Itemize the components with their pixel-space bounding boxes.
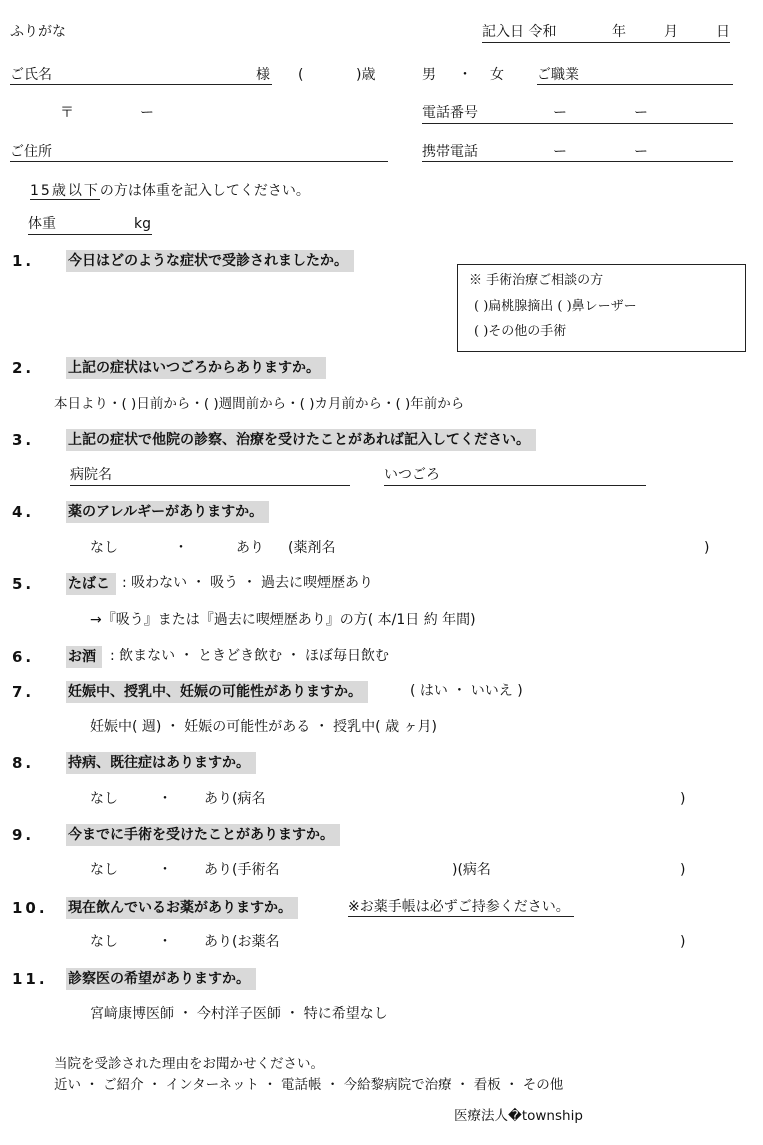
q8-nashi[interactable]: なし xyxy=(90,791,118,807)
q8-disease[interactable]: あり(病名 xyxy=(204,791,266,807)
q2-text: 上記の症状はいつごろからありますか。 xyxy=(66,357,326,379)
weight-label: 体重 xyxy=(28,216,56,232)
q4-separator: ・ xyxy=(174,540,188,556)
kg-label: kg xyxy=(134,216,151,232)
clinic-name: 医療法人�township xyxy=(454,1108,583,1124)
phone-label: 電話番号 xyxy=(422,105,478,121)
child-age-underlined: 15歳以下 xyxy=(30,183,100,199)
mobile-dash-2: ー xyxy=(634,144,648,160)
hospital-label: 病院名 xyxy=(70,467,112,483)
q11-doctor-options[interactable]: 宮﨑康博医師 ・ 今村洋子医師 ・ 特に希望なし xyxy=(90,1006,388,1022)
age-label: )歳 xyxy=(356,67,376,83)
q9-close: ) xyxy=(680,862,686,878)
hospital-field[interactable] xyxy=(70,467,350,486)
q10-number: 10. xyxy=(12,899,48,917)
visit-reason-options[interactable]: 近い ・ ご紹介 ・ インターネット ・ 電話帳 ・ 今給黎病院で治療 ・ 看板 ・ その他 xyxy=(54,1077,564,1093)
q4-close: ) xyxy=(704,540,710,556)
age-open: ( xyxy=(298,67,304,83)
q4-ari[interactable]: あり xyxy=(236,540,264,556)
q2-options[interactable]: 本日より・( )日前から・( )週間前から・( )カ月前から・( )年前から xyxy=(54,396,465,412)
surgery-box-title: ※ 手術治療ご相談の方 xyxy=(469,273,604,288)
q1-text: 今日はどのような症状で受診されましたか。 xyxy=(66,250,354,272)
q8-separator: ・ xyxy=(158,791,172,807)
child-weight-note xyxy=(30,182,310,200)
date-label: 記入日 令和 xyxy=(482,24,557,40)
q5-text: たばこ xyxy=(66,573,116,595)
year-label: 年 xyxy=(612,24,626,40)
q8-text: 持病、既往症はありますか。 xyxy=(66,752,256,774)
q10-close: ) xyxy=(680,934,686,950)
surgery-options-2[interactable]: ( )その他の手術 xyxy=(474,324,567,339)
q8-number: 8. xyxy=(12,754,35,772)
when-label: いつごろ xyxy=(384,467,440,483)
sex-separator: ・ xyxy=(458,67,472,83)
phone-dash-1: ー xyxy=(553,105,567,121)
q8-close: ) xyxy=(680,791,686,807)
q7-options[interactable]: ( はい ・ いいえ ) xyxy=(410,683,523,699)
sama-label: 様 xyxy=(256,67,270,83)
q10-nashi[interactable]: なし xyxy=(90,934,118,950)
q4-text: 薬のアレルギーがありますか。 xyxy=(66,501,269,523)
month-label: 月 xyxy=(664,24,678,40)
q1-number: 1. xyxy=(12,252,35,270)
q6-text: お酒 xyxy=(66,646,102,668)
q10-text: 現在飲んでいるお薬がありますか。 xyxy=(66,897,298,919)
surgery-options-1[interactable]: ( )扁桃腺摘出 ( )鼻レーザー xyxy=(474,299,637,314)
q4-nashi[interactable]: なし xyxy=(90,540,118,556)
q3-number: 3. xyxy=(12,431,35,449)
mobile-label: 携帯電話 xyxy=(422,144,478,160)
postal-dash: ー xyxy=(140,105,154,121)
q2-number: 2. xyxy=(12,359,35,377)
q9-nashi[interactable]: なし xyxy=(90,862,118,878)
q5-smoking-detail[interactable]: →『吸う』または『過去に喫煙歴あり』の方( 本/1日 約 年間) xyxy=(90,612,476,628)
q7-detail[interactable]: 妊娠中( 週) ・ 妊娠の可能性がある ・ 授乳中( 歳 ヶ月) xyxy=(90,719,437,735)
job-label: ご職業 xyxy=(537,67,579,83)
address-field[interactable] xyxy=(10,143,388,162)
q4-number: 4. xyxy=(12,503,35,521)
q9-disease-name[interactable]: )(病名 xyxy=(452,862,491,878)
q9-text: 今までに手術を受けたことがありますか。 xyxy=(66,824,340,846)
q11-text: 診察医の希望がありますか。 xyxy=(66,968,256,990)
male-option[interactable]: 男 xyxy=(422,67,436,83)
q6-options[interactable]: : 飲まない ・ ときどき飲む ・ ほぼ毎日飲む xyxy=(110,648,389,664)
q9-surgery-name[interactable]: あり(手術名 xyxy=(204,862,280,878)
q7-number: 7. xyxy=(12,683,35,701)
phone-dash-2: ー xyxy=(634,105,648,121)
postal-mark: 〒 xyxy=(60,105,74,121)
q10-separator: ・ xyxy=(158,934,172,950)
child-note-text: の方は体重を記入してください。 xyxy=(99,183,310,199)
q3-text: 上記の症状で他院の診察、治療を受けたことがあれば記入してください。 xyxy=(66,429,536,451)
q4-drug-name[interactable]: (薬剤名 xyxy=(288,540,336,556)
visit-reason-question: 当院を受診された理由をお聞かせください。 xyxy=(54,1056,324,1072)
address-label: ご住所 xyxy=(10,144,52,160)
q5-number: 5. xyxy=(12,575,35,593)
medicine-notebook-note: ※お薬手帳は必ずご持参ください。 xyxy=(348,898,574,917)
mobile-dash-1: ー xyxy=(553,144,567,160)
day-label: 日 xyxy=(716,24,730,40)
q9-separator: ・ xyxy=(158,862,172,878)
q5-options[interactable]: : 吸わない ・ 吸う ・ 過去に喫煙歴あり xyxy=(122,575,373,591)
q7-text: 妊娠中、授乳中、妊娠の可能性がありますか。 xyxy=(66,681,368,703)
name-label: ご氏名 xyxy=(10,67,52,83)
q9-number: 9. xyxy=(12,826,35,844)
furigana-label: ふりがな xyxy=(10,24,66,40)
q6-number: 6. xyxy=(12,648,35,666)
q11-number: 11. xyxy=(12,970,48,988)
female-option[interactable]: 女 xyxy=(490,67,504,83)
q10-medicine-name[interactable]: あり(お薬名 xyxy=(204,934,280,950)
